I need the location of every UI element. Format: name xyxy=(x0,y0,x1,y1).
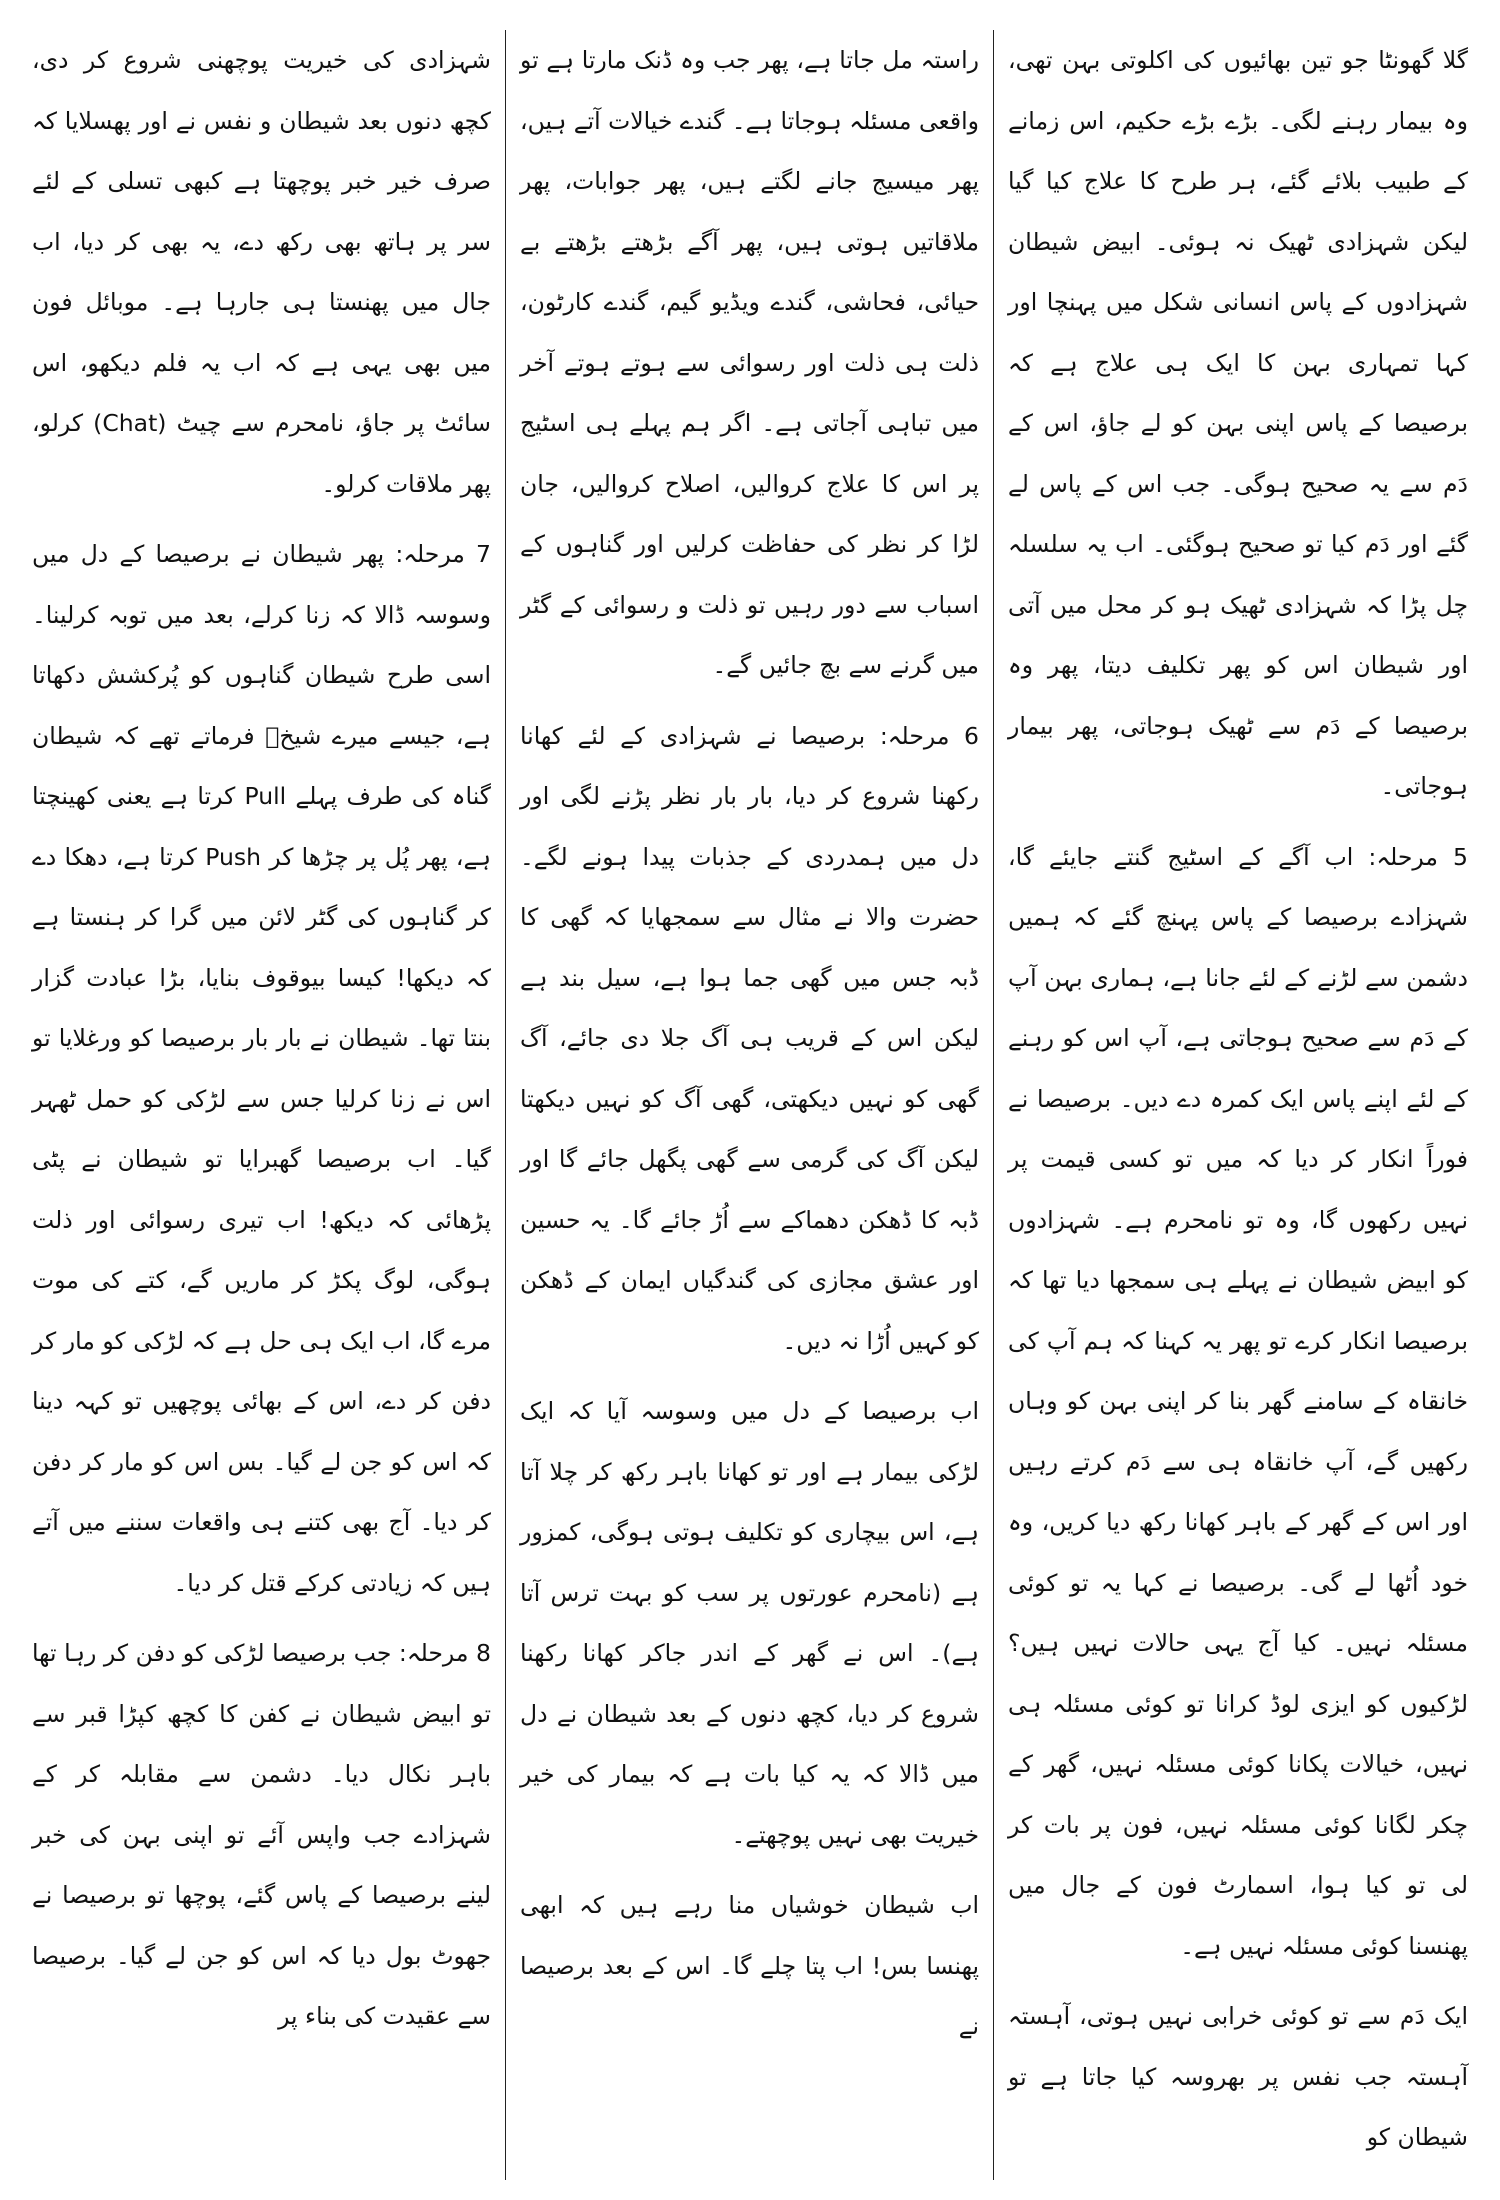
article-column-left xyxy=(18,30,506,2180)
paragraph: گلا گھونٹا جو تین بھائیوں کی اکلوتی بہن تھی، وہ بیمار رہنے لگی۔ بڑے بڑے حکیم، اس زمانے کے طبیب بلائے گئے، ہر طرح کا علاج کیا گیا لیکن شہزادی ٹھیک نہ ہوئی۔ ابیض شیطان شہزادوں کے پاس انسانی شکل میں پہنچا اور کہا تمہاری بہن کا ایک ہی علاج ہے کہ برصیصا کے پاس اپنی بہن کو لے جاؤ، اس کے دَم سے یہ صحیح ہوگی۔ جب اس کے پاس لے گئے اور دَم کیا تو صحیح ہوگئی۔ اب یہ سلسلہ چل پڑا کہ شہزادی ٹھیک ہو کر محل میں آتی اور شیطان اس کو پھر تکلیف دیتا، پھر وہ برصیصا کے دَم سے ٹھیک ہوجاتی، پھر بیمار ہوجاتی۔ xyxy=(1008,46,1468,800)
article-column-right xyxy=(994,30,1482,2180)
paragraph-stage-8: 8 مرحلہ: جب برصیصا لڑکی کو دفن کر رہا تھا تو ابیض شیطان نے کفن کا کچھ کپڑا قبر سے باہر نکال دیا۔ دشمن سے مقابلہ کر کے شہزادے جب واپس آئے تو اپنی بہن کی خبر لینے برصیصا کے پاس گئے، پوچھا تو برصیصا نے جھوٹ بول دیا کہ اس کو جن لے گیا۔ برصیصا سے عقیدت کی بناء پر xyxy=(32,1639,491,2030)
paragraph-stage-5: 5 مرحلہ: اب آگے کے اسٹیج گنتے جایئے گا، شہزادے برصیصا کے پاس پہنچ گئے کہ ہمیں دشمن سے لڑنے کے لئے جانا ہے، ہماری بہن آپ کے دَم سے صحیح ہوجاتی ہے، آپ اس کو رہنے کے لئے اپنے پاس ایک کمرہ دے دیں۔ برصیصا نے فوراً انکار کر دیا کہ میں تو کسی قیمت پر نہیں رکھوں گا، وہ تو نامحرم ہے۔ شہزادوں کو ابیض شیطان نے پہلے ہی سمجھا دیا تھا کہ برصیصا انکار کرے تو پھر یہ کہنا کہ ہم آپ کی خانقاہ کے سامنے گھر بنا کر اپنی بہن کو وہاں رکھیں گے، آپ خانقاہ ہی سے دَم کرتے رہیں اور اس کے گھر کے باہر کھانا رکھ دیا کریں، وہ خود اُٹھا لے گی۔ برصیصا نے کہا یہ تو کوئی مسئلہ نہیں۔ کیا آج یہی حالات نہیں ہیں؟ لڑکیوں کو ایزی لوڈ کرانا تو کوئی مسئلہ ہی نہیں، خیالات پکانا کوئی مسئلہ نہیں، گھر کے چکر لگانا کوئی مسئلہ نہیں، فون پر بات کر لی تو کیا ہوا، اسمارٹ فون کے جال میں پھنسنا کوئی مسئلہ نہیں ہے۔ xyxy=(1008,842,1468,1960)
paragraph-stage-6: 6 مرحلہ: برصیصا نے شہزادی کے لئے کھانا رکھنا شروع کر دیا، بار بار نظر پڑنے لگی اور دل میں ہمدردی کے جذبات پیدا ہونے لگے۔ حضرت والا نے مثال سے سمجھایا کہ گھی کا ڈبہ جس میں گھی جما ہوا ہے، سیل بند ہے لیکن اس کے قریب ہی آگ جلا دی جائے، آگ گھی کو نہیں دیکھتی، گھی آگ کو نہیں دیکھتا لیکن آگ کی گرمی سے گھی پگھل جائے گا اور ڈبہ کا ڈھکن دھماکے سے اُڑ جائے گا۔ یہ حسین اور عشق مجازی کی گندگیاں ایمان کے ڈھکن کو کہیں اُڑا نہ دیں۔ xyxy=(520,721,979,1355)
paragraph: راستہ مل جاتا ہے، پھر جب وہ ڈنک مارتا ہے تو واقعی مسئلہ ہوجاتا ہے۔ گندے خیالات آتے ہیں، پھر میسیج جانے لگتے ہیں، پھر جوابات، پھر ملاقاتیں ہوتی ہیں، پھر آگے بڑھتے بڑھتے بے حیائی، فحاشی، گندے ویڈیو گیم، گندے کارٹون، ذلت ہی ذلت اور رسوائی سے ہوتے ہوتے آخر میں تباہی آجاتی ہے۔ اگر ہم پہلے ہی اسٹیج پر اس کا علاج کروالیں، اصلاح کروالیں، جان لڑا کر نظر کی حفاظت کرلیں اور گناہوں کے اسباب سے دور رہیں تو ذلت و رسوائی کے گٹر میں گرنے سے بچ جائیں گے۔ xyxy=(520,46,979,679)
paragraph: ایک دَم سے تو کوئی خرابی نہیں ہوتی، آہستہ آہستہ جب نفس پر بھروسہ کیا جاتا ہے تو شیطان کو xyxy=(1008,2002,1468,2151)
paragraph: اب برصیصا کے دل میں وسوسہ آیا کہ ایک لڑکی بیمار ہے اور تو کھانا باہر رکھ کر چلا آتا ہے، اس بیچاری کو تکلیف ہوتی ہوگی، کمزور ہے (نامحرم عورتوں پر سب کو بہت ترس آتا ہے)۔ اس نے گھر کے اندر جاکر کھانا رکھنا شروع کر دیا، کچھ دنوں کے بعد شیطان نے دل میں ڈالا کہ یہ کیا بات ہے کہ بیمار کی خیر خیریت بھی نہیں پوچھتے۔ xyxy=(520,1397,979,1849)
paragraph: اب شیطان خوشیاں منا رہے ہیں کہ ابھی پھنسا بس! اب پتا چلے گا۔ اس کے بعد برصیصا نے xyxy=(520,1891,979,2040)
article-column-middle xyxy=(506,30,994,2180)
paragraph: شہزادی کی خیریت پوچھنی شروع کر دی، کچھ دنوں بعد شیطان و نفس نے اور پھسلایا کہ صرف خیر خبر پوچھتا ہے کبھی تسلی کے لئے سر پر ہاتھ بھی رکھ دے، یہ بھی کر دیا، اب جال میں پھنستا ہی جارہا ہے۔ موبائل فون میں بھی یہی ہے کہ اب یہ فلم دیکھو، اس سائٹ پر جاؤ، نامحرم سے چیٹ (Chat) کرلو، پھر ملاقات کرلو۔ xyxy=(32,46,491,498)
paragraph-stage-7: 7 مرحلہ: پھر شیطان نے برصیصا کے دل میں وسوسہ ڈالا کہ زنا کرلے، بعد میں توبہ کرلینا۔ اسی طرح شیطان گناہوں کو پُرکشش دکھاتا ہے، جیسے میرے شیخؒ فرماتے تھے کہ شیطان گناہ کی طرف پہلے Pull کرتا ہے یعنی کھینچتا ہے، پھر پُل پر چڑھا کر Push کرتا ہے، دھکا دے کر گناہوں کی گٹر لائن میں گرا کر ہنستا ہے کہ دیکھا! کیسا بیوقوف بنایا، بڑا عبادت گزار بنتا تھا۔ شیطان نے بار بار برصیصا کو ورغلایا تو اس نے زنا کرلیا جس سے لڑکی کو حمل ٹھہر گیا۔ اب برصیصا گھبرایا تو شیطان نے پٹی پڑھائی کہ دیکھ! اب تیری رسوائی اور ذلت ہوگی، لوگ پکڑ کر ماریں گے، کتے کی موت مرے گا، اب ایک ہی حل ہے کہ لڑکی کو مار کر دفن کر دے، اس کے بھائی پوچھیں تو کہہ دینا کہ اس کو جن لے گیا۔ بس اس کو مار کر دفن کر دیا۔ آج بھی کتنے ہی واقعات سننے میں آتے ہیں کہ زیادتی کرکے قتل کر دیا۔ xyxy=(32,540,491,1597)
